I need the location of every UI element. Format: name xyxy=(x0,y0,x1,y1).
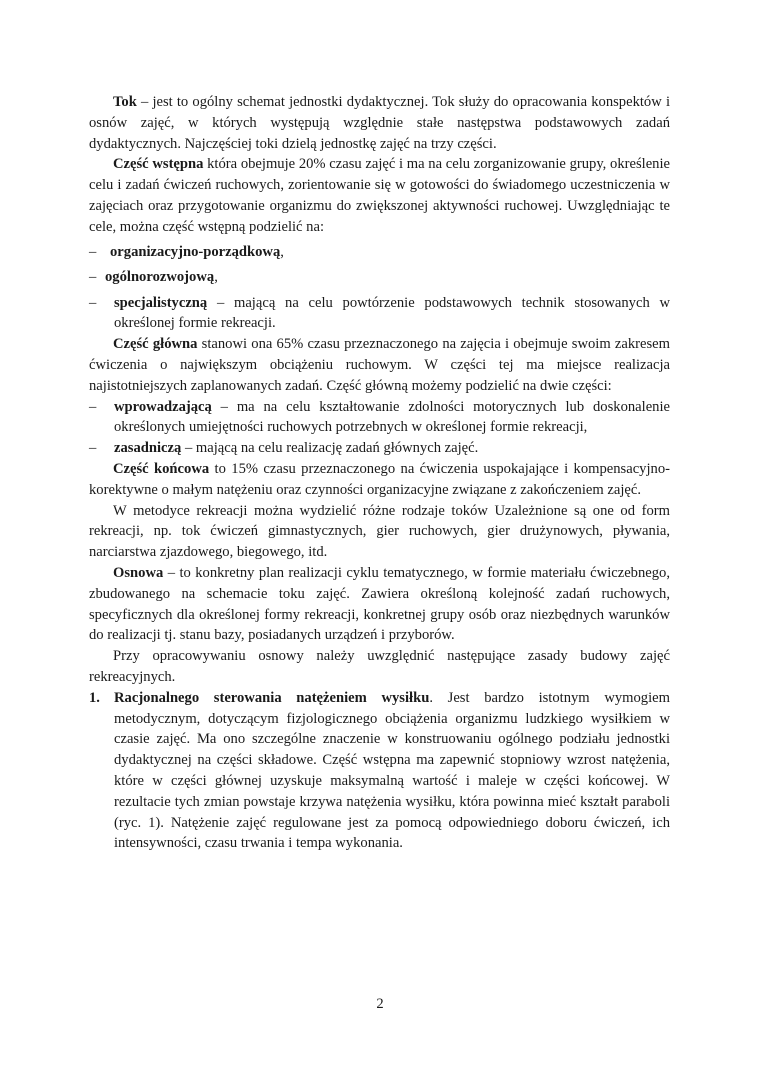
list-item-term: ogólnorozwojową xyxy=(105,269,215,286)
list-item-term: wprowadzającą xyxy=(114,398,212,415)
paragraph-text: stanowi ona 65% czasu przeznaczonego na zajęcia i obejmuje swoim zakresem ćwiczenia o największym obciążeniu ruchowym. W części tej ma miejsce realizacja najistotniejszych zaplanowanych zadań. Część główną możemy podzielić na dwie części: xyxy=(89,336,670,394)
paragraph-text: która obejmuje 20% czasu zajęć i ma na celu zorganizowanie grupy, określenie celu i zadań ćwiczeń ruchowych, zorientowanie się w gotowości do świadomego uczestniczenia w zajęciach oraz przygotowanie organizmu do zwiększonej aktywności ruchowej. Uwzględniając te cele, można część wstępną podzielić na: xyxy=(89,156,670,235)
paragraph-osnowa xyxy=(89,563,670,646)
list-item xyxy=(89,397,670,439)
list-item xyxy=(89,293,670,335)
paragraph-zasady xyxy=(89,646,670,688)
numbered-item-text: . Jest bardzo istotnym wymogiem metodycznym, dotyczącym fizjologicznego obciążenia organizmu ludzkiego wysiłkiem w czasie zajęć. Ma ono szczególne znaczenie w konstruowaniu ogólnego podziału jednostki dydaktycznej na części składowe. Część wstępna ma zapewnić stopniowy wzrost natężenia, które w części głównej uzyskuje maksymalną wartość i maleje w części końcowej. W rezultacie tych zmian powstaje krzywa natężenia wysiłku, która powinna mieć kształt paraboli (ryc. 1). Natężenie zajęć regulowane jest za pomocą odpowiedniego doboru ćwiczeń, ich intensywności, czasu trwania i tempa wykonania. xyxy=(114,689,670,852)
number-marker: 1. xyxy=(89,689,100,706)
dash-marker: – xyxy=(89,294,97,311)
numbered-item xyxy=(89,688,670,854)
paragraph-text: to 15% czasu przeznaczonego na ćwiczenia uspokajające i kompensacyjno-korektywne o małym natężeniu oraz czynności organizacyjne związane z zakończeniem zajęć. xyxy=(89,461,670,498)
list-item-term: zasadniczą xyxy=(114,440,182,457)
paragraph-text: – jest to ogólny schemat jednostki dydaktycznej. Tok służy do opracowania konspektów i osnów zajęć, w których występują względnie stałe następstwa podstawowych zadań dydaktycznych. Najczęściej toki dzielą jednostkę zajęć na trzy części. xyxy=(89,94,670,152)
paragraph-czesc-glowna xyxy=(89,334,670,396)
list-item-text: – ma na celu kształtowanie zdolności motorycznych lub doskonalenie określonych umiejętności ruchowych potrzebnych w określonej formie rekreacji, xyxy=(114,398,670,436)
paragraph-text: W metodyce rekreacji można wydzielić różne rodzaje toków Uzależnione są one od form rekreacji, np. tok ćwiczeń gimnastycznych, gier ruchowych, gier drużynowych, pływania, narciarstwa zjazdowego, biegowego, itd. xyxy=(89,502,670,561)
dash-marker: – xyxy=(89,398,97,415)
paragraph-text: Przy opracowywaniu osnowy należy uwzględnić następujące zasady budowy zajęć rekreacyjnych. xyxy=(89,648,670,686)
paragraph-text: – to konkretny plan realizacji cyklu tematycznego, w formie materiału ćwiczebnego, zbudowanego na schemacie toku zajęć. Zawiera określoną kolejność zadań ruchowych, specyficznych dla określonej formy rekreacji, konkretnej grupy osób oraz niezbędnych warunków do realizacji tj. stanu bazy, posiadanych urządzeń i przyborów. xyxy=(89,565,670,644)
paragraph-czesc-koncowa xyxy=(89,459,670,501)
paragraph-czesc-wstepna xyxy=(89,154,670,237)
term-czesc-glowna: Część główna xyxy=(113,336,198,353)
list-item-term: organizacyjno-porządkową xyxy=(110,244,281,261)
list-item-text: , xyxy=(214,269,218,286)
dash-marker: – xyxy=(89,244,97,261)
list-item-text: – mającą na celu realizację zadań głównych zajęć. xyxy=(181,440,479,457)
list-item xyxy=(89,242,670,263)
paragraph-tok xyxy=(89,92,670,154)
list-item xyxy=(89,267,670,288)
numbered-item-term: Racjonalnego sterowania natężeniem wysiłku xyxy=(114,689,430,706)
list-item-text: – mającą na celu powtórzenie podstawowych technik stosowanych w określonej formie rekreacji. xyxy=(114,294,670,332)
term-tok: Tok xyxy=(113,94,137,110)
list-item-term: specjalistyczną xyxy=(114,294,208,311)
term-czesc-koncowa: Część końcowa xyxy=(113,461,210,478)
text-column xyxy=(89,92,670,854)
dash-marker: – xyxy=(89,440,97,457)
paragraph-metodyka xyxy=(89,501,670,563)
term-czesc-wstepna: Część wstępna xyxy=(113,156,204,173)
list-item xyxy=(89,438,670,459)
page-number: 2 xyxy=(376,996,384,1012)
list-item-text: , xyxy=(280,244,284,261)
dash-marker: – xyxy=(89,269,97,286)
term-osnowa: Osnowa xyxy=(113,565,164,582)
